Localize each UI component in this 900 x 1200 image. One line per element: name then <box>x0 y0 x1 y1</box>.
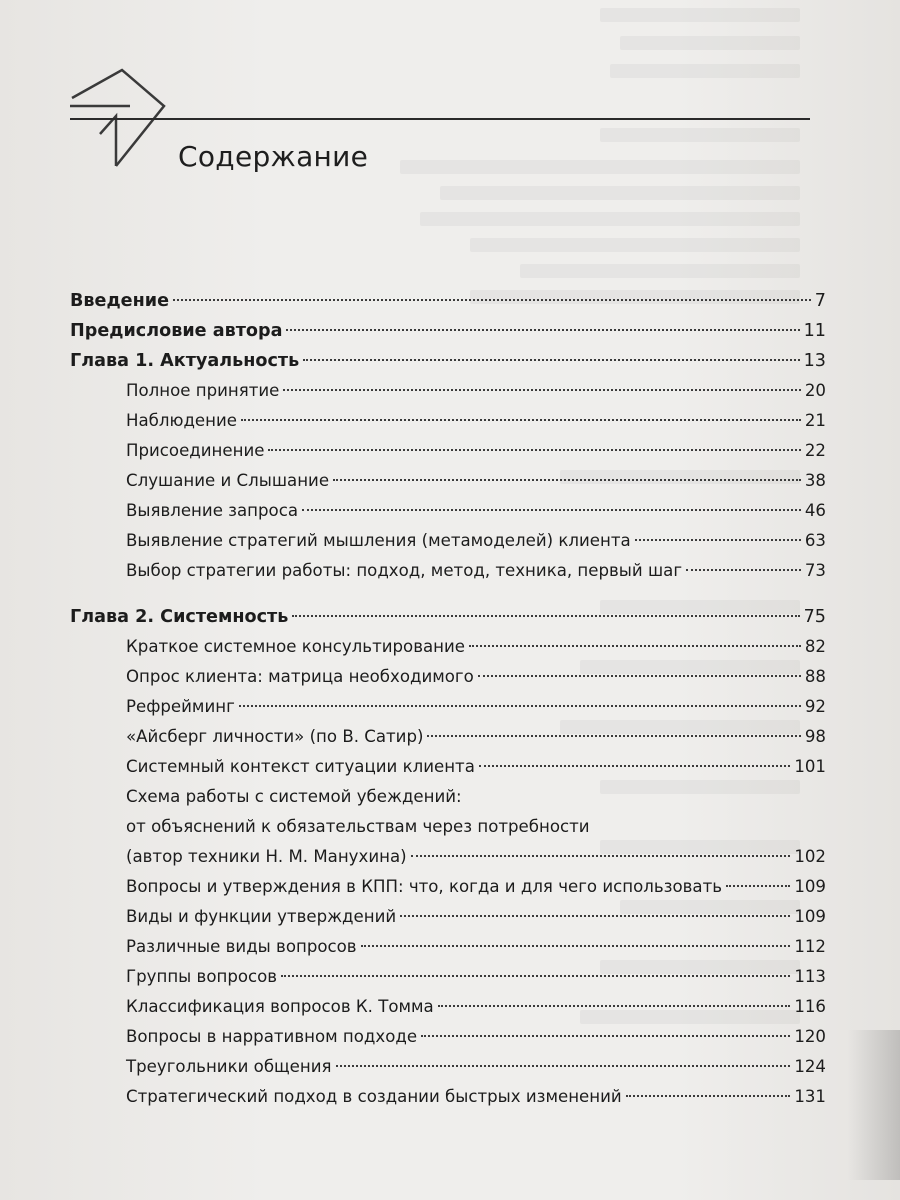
dot-leader <box>268 449 800 451</box>
toc-section-entry[interactable] <box>70 1082 826 1112</box>
toc-page-number: 22 <box>804 441 826 460</box>
toc-section-entry[interactable] <box>70 752 826 782</box>
toc-entry-title: «Айсберг личности» (по В. Сатир) <box>126 727 424 746</box>
toc-section-entry[interactable] <box>70 692 826 722</box>
toc-page-number: 112 <box>794 937 826 956</box>
dot-leader <box>635 539 801 541</box>
toc-entry-title: Глава 2. Системность <box>70 607 289 627</box>
toc-page-number: 102 <box>794 847 826 866</box>
toc-section-entry[interactable] <box>70 1022 826 1052</box>
toc-section-entry[interactable] <box>70 932 826 962</box>
toc-entry-title: Схема работы с системой убеждений: <box>126 787 462 806</box>
toc-entry-title: от объяснений к обязательствам через потребности <box>126 817 590 836</box>
toc-page-number: 116 <box>794 997 826 1016</box>
dot-leader <box>686 569 801 571</box>
toc-page-number: 101 <box>794 757 826 776</box>
toc-section-entry[interactable] <box>70 992 826 1022</box>
toc-page-number: 63 <box>804 531 826 550</box>
toc-entry-title: Выявление стратегий мышления (метамоделей) клиента <box>126 531 631 550</box>
dot-leader <box>421 1035 790 1037</box>
toc-entry-title: Краткое системное консультирование <box>126 637 465 656</box>
dot-leader <box>411 855 791 857</box>
toc-entry-title: Группы вопросов <box>126 967 278 986</box>
dot-leader <box>726 885 790 887</box>
toc-entry-title: Полное принятие <box>126 381 280 400</box>
toc-entry-title: Стратегический подход в создании быстрых изменений <box>126 1087 622 1106</box>
toc-page-number: 124 <box>794 1057 826 1076</box>
toc-page-number: 11 <box>803 321 826 341</box>
dot-leader <box>469 645 801 647</box>
toc-page-number: 109 <box>794 907 826 926</box>
toc-entry-title: Классификация вопросов К. Томма <box>126 997 434 1016</box>
toc-section-entry[interactable] <box>70 782 826 812</box>
toc-page-number: 88 <box>804 667 826 686</box>
toc-entry-title: Системный контекст ситуации клиента <box>126 757 475 776</box>
toc-page-number: 73 <box>804 561 826 580</box>
toc-page-number: 21 <box>804 411 826 430</box>
toc-page-number: 98 <box>804 727 826 746</box>
dot-leader <box>479 765 790 767</box>
toc-section-entry[interactable] <box>70 466 826 496</box>
toc-entry-title: (автор техники Н. М. Манухина) <box>126 847 407 866</box>
toc-entry-title: Предисловие автора <box>70 321 283 341</box>
toc-chapter-entry[interactable] <box>70 602 826 632</box>
dot-leader <box>438 1005 791 1007</box>
toc-heading: Содержание <box>178 140 369 173</box>
toc-chapter-entry[interactable] <box>70 316 826 346</box>
toc-entry-title: Глава 1. Актуальность <box>70 351 300 371</box>
toc-entry-title: Выбор стратегии работы: подход, метод, техника, первый шаг <box>126 561 683 580</box>
toc-entry-title: Опрос клиента: матрица необходимого <box>126 667 474 686</box>
toc-section-entry[interactable] <box>70 632 826 662</box>
toc-page-number: 20 <box>804 381 826 400</box>
toc-section-entry[interactable] <box>70 662 826 692</box>
toc-entry-title: Треугольники общения <box>126 1057 332 1076</box>
section-gap <box>70 586 826 602</box>
toc-page-number: 92 <box>804 697 826 716</box>
toc-section-entry[interactable] <box>70 496 826 526</box>
toc-section-entry[interactable] <box>70 556 826 586</box>
dot-leader <box>303 359 799 361</box>
toc-entry-title: Виды и функции утверждений <box>126 907 397 926</box>
toc-chapter-entry[interactable] <box>70 286 826 316</box>
toc-entry-title: Вопросы в нарративном подходе <box>126 1027 418 1046</box>
dot-leader <box>400 915 790 917</box>
dot-leader <box>239 705 801 707</box>
toc-entry-title: Введение <box>70 291 170 311</box>
toc-page-number: 75 <box>803 607 826 627</box>
dot-leader <box>302 509 801 511</box>
toc-section-entry[interactable] <box>70 722 826 752</box>
toc-page-number: 7 <box>814 291 826 311</box>
toc-page-number: 120 <box>794 1027 826 1046</box>
dot-leader <box>333 479 801 481</box>
page-edge-shadow <box>848 1030 900 1180</box>
dot-leader <box>361 945 791 947</box>
toc-entry-title: Присоединение <box>126 441 265 460</box>
toc-page-number: 13 <box>803 351 826 371</box>
header-rule <box>70 118 810 120</box>
toc-section-entry[interactable] <box>70 406 826 436</box>
corner-chevron-emblem-icon <box>70 62 170 182</box>
toc-page-number: 131 <box>794 1087 826 1106</box>
toc-page-number: 38 <box>804 471 826 490</box>
toc-page-number: 113 <box>794 967 826 986</box>
toc-entry-title: Вопросы и утверждения в КПП: что, когда и для чего использовать <box>126 877 723 896</box>
toc-section-entry[interactable] <box>70 812 826 842</box>
dot-leader <box>626 1095 791 1097</box>
toc-entry-title: Рефрейминг <box>126 697 235 716</box>
toc-page-number: 46 <box>804 501 826 520</box>
toc-entry-title: Наблюдение <box>126 411 237 430</box>
toc-section-entry[interactable] <box>70 962 826 992</box>
toc-chapter-entry[interactable] <box>70 346 826 376</box>
toc-section-entry[interactable] <box>70 902 826 932</box>
toc-page-number: 82 <box>804 637 826 656</box>
toc-section-entry[interactable] <box>70 436 826 466</box>
toc-section-entry[interactable] <box>70 526 826 556</box>
table-of-contents <box>70 286 826 1112</box>
dot-leader <box>478 675 801 677</box>
toc-section-entry[interactable] <box>70 872 826 902</box>
dot-leader <box>427 735 800 737</box>
dot-leader <box>281 975 790 977</box>
toc-entry-title: Различные виды вопросов <box>126 937 357 956</box>
dot-leader <box>283 389 800 391</box>
dot-leader <box>336 1065 791 1067</box>
toc-section-entry[interactable] <box>70 842 826 872</box>
toc-page-number: 109 <box>794 877 826 896</box>
toc-section-entry[interactable] <box>70 1052 826 1082</box>
dot-leader <box>241 419 801 421</box>
toc-section-entry[interactable] <box>70 376 826 406</box>
dot-leader <box>173 299 811 301</box>
dot-leader <box>292 615 799 617</box>
toc-entry-title: Слушание и Слышание <box>126 471 330 490</box>
toc-entry-title: Выявление запроса <box>126 501 298 520</box>
dot-leader <box>286 329 799 331</box>
